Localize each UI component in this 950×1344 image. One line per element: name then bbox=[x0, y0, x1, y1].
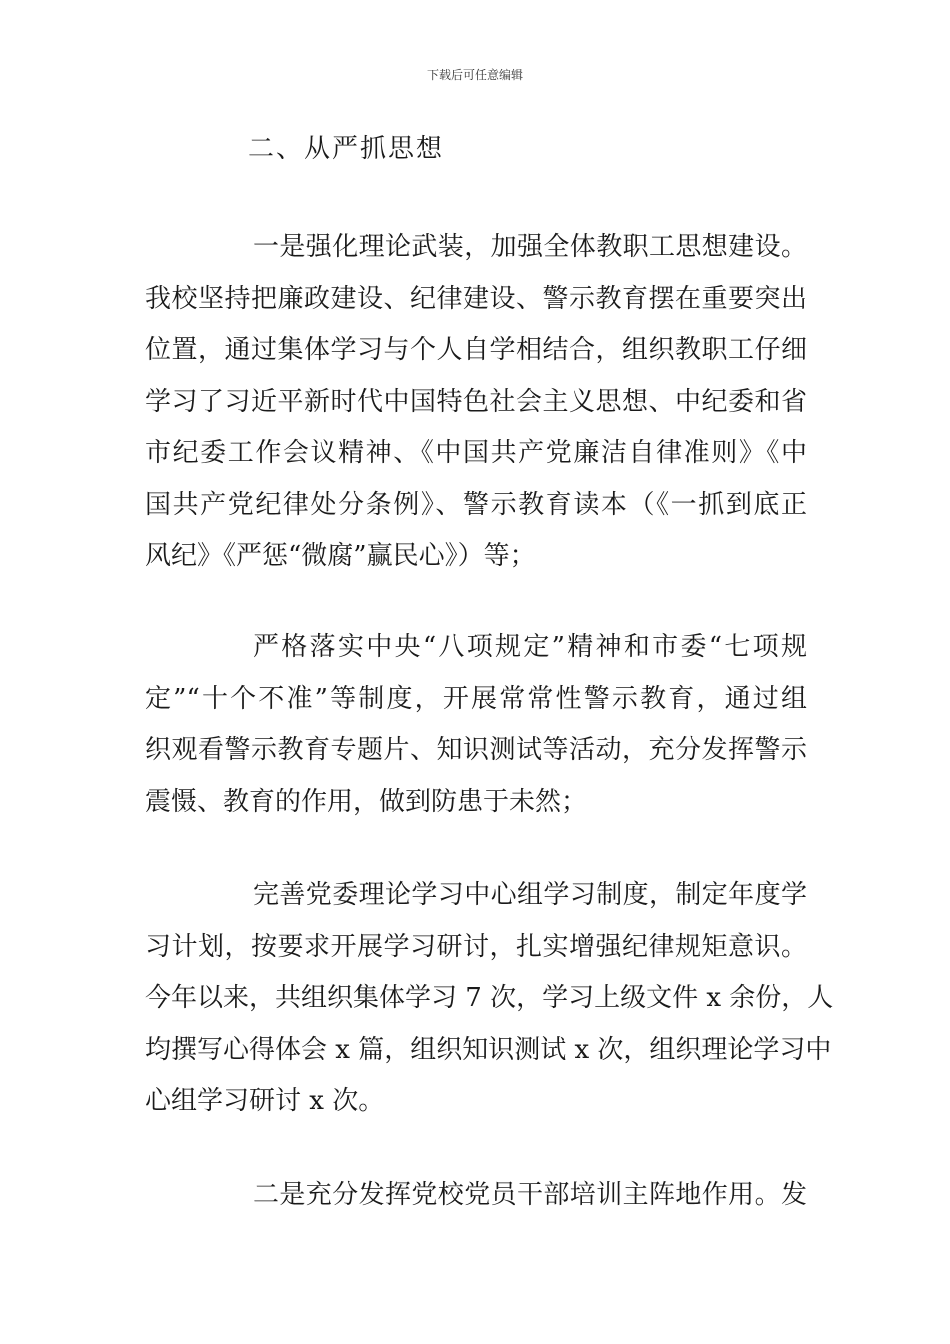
paragraph-line: 严格落实中央“八项规定”精神和市委“七项规 bbox=[253, 632, 807, 662]
paragraph-line: 心组学习研讨 x 次。 bbox=[145, 1086, 385, 1116]
paragraph-line: 位置，通过集体学习与个人自学相结合，组织教职工仔细 bbox=[145, 335, 807, 365]
paragraph-line: 我校坚持把廉政建设、纪律建设、警示教育摆在重要突出 bbox=[145, 283, 807, 314]
paragraph-line: 一是强化理论武装，加强全体教职工思想建设。 bbox=[253, 232, 807, 262]
paragraph-line: 今年以来，共组织集体学习 7 次，学习上级文件 x 余份，人 bbox=[145, 983, 834, 1013]
paragraph-line: 风纪》《严惩“微腐”赢民心》）等； bbox=[145, 541, 536, 571]
paragraph-line: 学习了习近平新时代中国特色社会主义思想、中纪委和省 bbox=[145, 386, 807, 417]
paragraph-1 bbox=[145, 222, 807, 583]
paragraph-line: 定”“十个不准”等制度，开展常常性警示教育，通过组 bbox=[145, 683, 807, 714]
paragraph-line: 市纪委工作会议精神、《中国共产党廉洁自律准则》《中 bbox=[145, 438, 807, 468]
paragraph-4 bbox=[145, 1170, 807, 1222]
paragraph-line: 完善党委理论学习中心组学习制度，制定年度学 bbox=[253, 880, 807, 910]
paragraph-line: 震慑、教育的作用，做到防患于未然； bbox=[145, 786, 588, 817]
paragraph-line: 二是充分发挥党校党员干部培训主阵地作用。发 bbox=[253, 1180, 807, 1210]
paragraph-line: 习计划，按要求开展学习研讨，扎实增强纪律规矩意识。 bbox=[145, 931, 807, 962]
paragraph-line: 均撰写心得体会 x 篇，组织知识测试 x 次，组织理论学习中 bbox=[145, 1034, 832, 1065]
paragraph-3 bbox=[145, 870, 834, 1128]
paragraph-2 bbox=[145, 622, 807, 828]
section-title: 二、从严抓思想 bbox=[248, 134, 445, 164]
paragraph-line: 织观看警示教育专题片、知识测试等活动，充分发挥警示 bbox=[145, 735, 807, 765]
page-header: 下载后可任意编辑 bbox=[426, 68, 523, 82]
paragraph-line: 国共产党纪律处分条例》、警示教育读本（《一抓到底正 bbox=[145, 489, 807, 520]
